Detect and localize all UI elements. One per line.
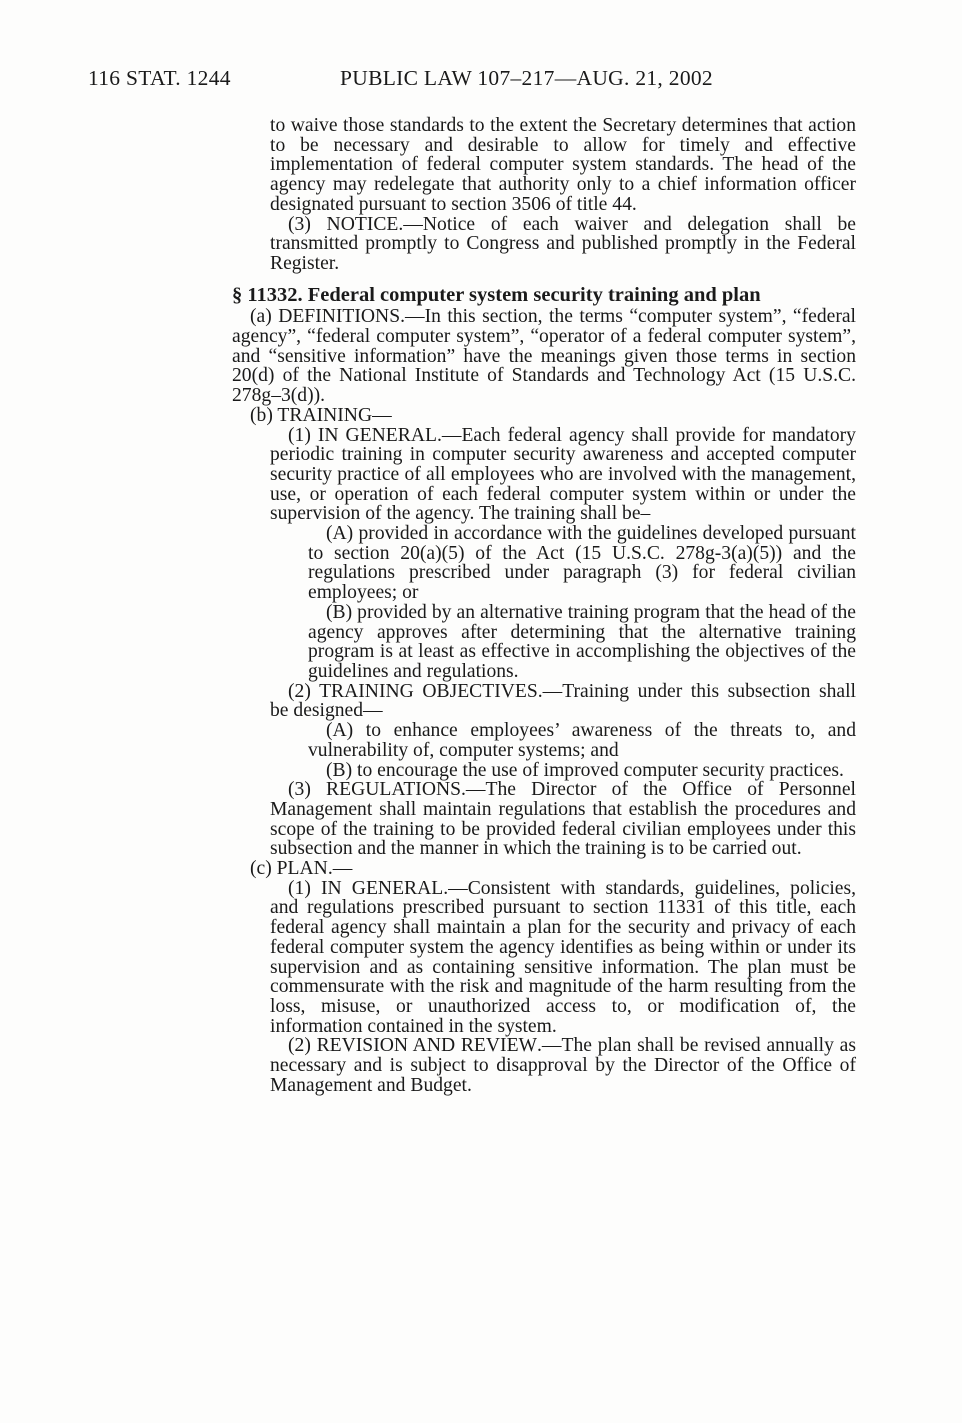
subsection-c-label: (c) P — [250, 858, 288, 880]
subparagraph-b2b: (B) to encourage the use of improved computer security practices. — [326, 759, 844, 781]
subsection-b-label: (b) T — [250, 404, 290, 426]
notice-text: .—Notice of each waiver and delegation shall be transmitted promptly to Congress and published promptly in the Federal Register. — [270, 213, 856, 274]
paragraph-b1-heading: N GENERAL — [324, 424, 437, 446]
paragraph-c1-text: .—Consistent with standards, guidelines, policies, and regulations prescribed pursuant to section 11331 of this title, each federal agency shall maintain a plan for the security and privacy of each federal computer system the agency identifies as being within or under its supervision and as containing sensitive information. The plan must be commensurate with the risk and magnitude of the harm resulting from the loss, misuse, or unauthorized access to, or modification of, the information contained in the system. — [270, 877, 856, 1037]
document-body — [232, 116, 856, 1095]
paragraph-c2-label: (2) R — [288, 1035, 330, 1057]
subsection-c — [232, 859, 856, 879]
paragraph-b3-label: (3) R — [288, 779, 340, 801]
paragraph-b2-label: (2) T — [288, 680, 332, 702]
subsection-a — [232, 307, 856, 406]
paragraph-c2-heading: EVISION AND REVIEW — [329, 1035, 538, 1057]
carry-over-paragraph: to waive those standards to the extent the Secretary determines that action to be necessary and desirable to allow for timely and effective implementation of federal computer system standards. The head of the agency may redelegate that authority only to a chief information officer designated pursuant to section 3506 of title 44. — [270, 115, 856, 215]
paragraph-b1 — [232, 426, 856, 525]
paragraph-c1-label: (1) I — [288, 877, 328, 899]
subparagraph-b1b: (B) provided by an alternative training program that the head of the agency approves after determining that the alternative training program is at least as effective in accomplishing the objectives of the guidelines and regulations. — [308, 601, 856, 682]
paragraph-c1 — [232, 879, 856, 1037]
paragraph-b3-text: .—The Director of the Office of Personnel Management shall maintain regulations that establish the procedures and scope of the training to be provided federal civilian employees under this subsection and the manner in which the training is to be carried out. — [270, 779, 856, 860]
subsection-a-text: .—In this section, the terms “computer system”, “federal agency”, “federal computer system”, “operator of a federal computer system”, and “sensitive information” have the meanings given those terms in section 20(d) of the National Institute of Standards and Technology Act (15 U.S.C. 278g–3(d)). — [232, 306, 856, 407]
paragraph-c2-text: .—The plan shall be revised annually as necessary and is subject to disapproval by the Director of the Office of Management and Budget. — [270, 1035, 856, 1096]
subsection-b-text: — — [372, 404, 392, 426]
paragraph-c1-heading: N GENERAL — [327, 877, 444, 899]
notice-label: (3) N — [288, 213, 341, 235]
paragraph-b3 — [232, 780, 856, 859]
statute-page-citation: 116 STAT. 1244 — [88, 66, 231, 90]
paragraph-b2-heading: RAINING OBJECTIVES — [331, 680, 538, 702]
paragraph-c2 — [232, 1036, 856, 1095]
subsection-a-label: (a) D — [250, 306, 293, 328]
paragraph-b3-heading: EGULATIONS — [339, 779, 462, 801]
subsection-a-heading: EFINITIONS — [292, 306, 401, 328]
paragraph-b1-text: .—Each federal agency shall provide for mandatory periodic training in computer security awareness and accepted computer security practice of all employees who are involved with the management, use, or operation of each federal computer system within or under the supervision of the agency. The training shall be– — [270, 424, 856, 525]
paragraph-notice — [232, 215, 856, 274]
subparagraph-b1a: (A) provided in accordance with the guidelines developed pursuant to section 20(a)(5) of the Act (15 U.S.C. 278g-3(a)(5)) and the regulations prescribed under paragraph (3) for federal civilian employees; or — [308, 523, 856, 604]
paragraph-b2 — [232, 682, 856, 721]
subparagraph-b2a: (A) to enhance employees’ awareness of the threats to, and vulnerability of, computer systems; and — [308, 720, 856, 761]
subsection-c-heading: LAN — [287, 858, 328, 880]
public-law-citation: PUBLIC LAW 107–217—AUG. 21, 2002 — [340, 66, 713, 90]
paragraph-b2-text: .—Training under this subsection shall be designed— — [270, 680, 856, 722]
subsection-c-text: .— — [327, 858, 353, 880]
paragraph-b1-label: (1) I — [288, 424, 325, 446]
notice-heading: OTICE — [340, 213, 399, 235]
subsection-b-heading: RAINING — [289, 404, 373, 426]
section-heading: § 11332. Federal computer system security training and plan — [232, 283, 761, 306]
subsection-b — [232, 406, 856, 426]
